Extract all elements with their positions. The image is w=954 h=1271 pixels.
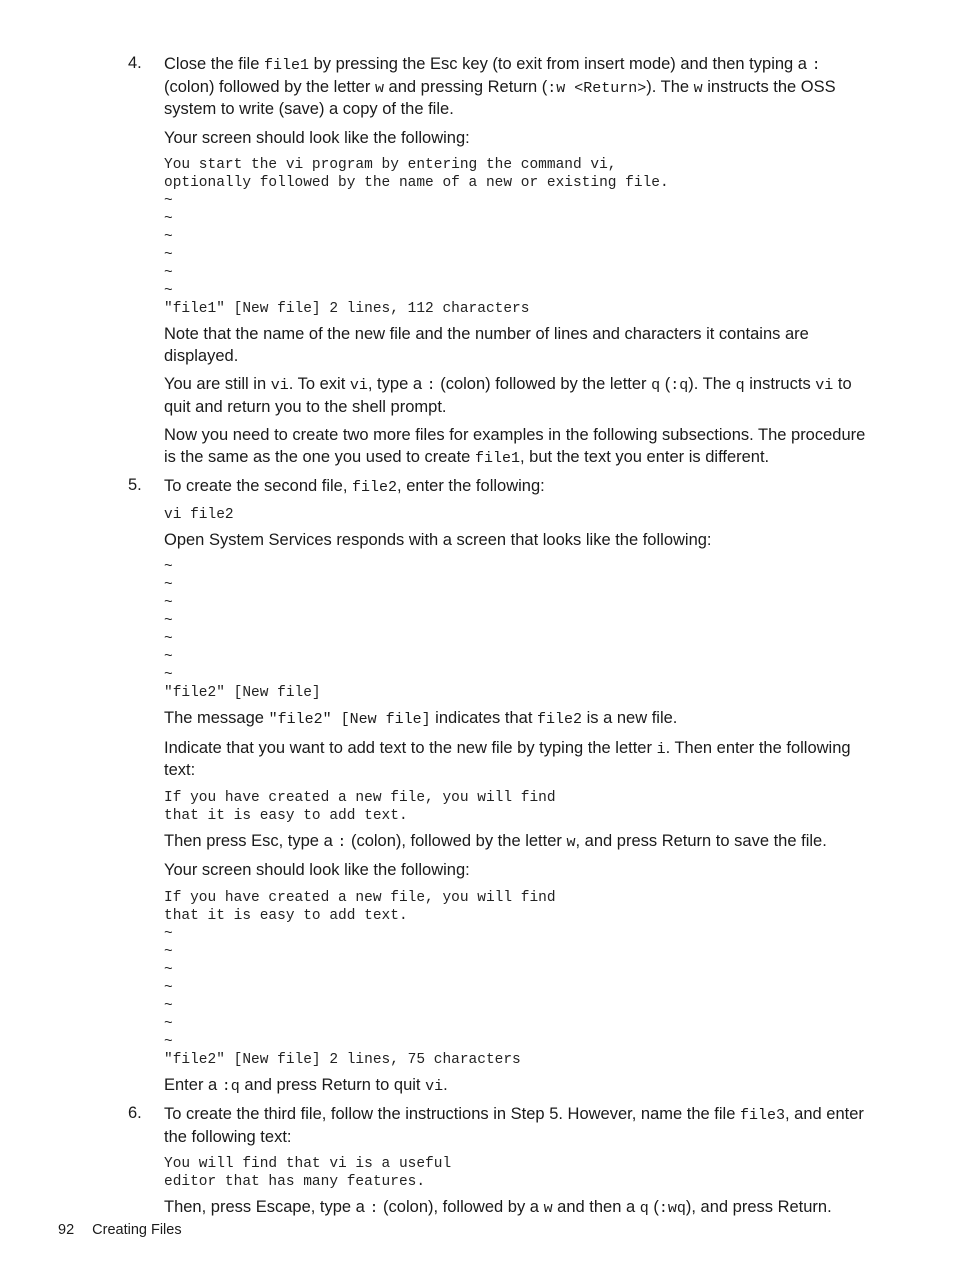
paragraph: Then, press Escape, type a : (colon), followed by a w and then a q (:wq), and press Return. [164, 1198, 832, 1217]
paragraph: Then press Esc, type a : (colon), followed by the letter w, and press Return to save the file. [164, 831, 827, 851]
paragraph: Close the file file1 by pressing the Esc key (to exit from insert mode) and then typing a : (colon) followed by the letter w and pressing Return (:w <Return>). The w instructs the OSS system to write (save) a copy of the file. [164, 55, 836, 118]
paragraph: Note that the name of the new file and the number of lines and characters it contains are displayed. [164, 325, 809, 365]
paragraph: Your screen should look like the following: [164, 128, 470, 147]
step-number: 4. [128, 54, 142, 72]
text-example: If you have created a new file, you will find that it is easy to add text. [164, 789, 556, 824]
step-6 [128, 1104, 873, 1220]
paragraph: To create the second file, file2, enter the following: [164, 477, 545, 496]
text-example: You will find that vi is a useful editor that has many features. [164, 1156, 452, 1190]
document-body [128, 54, 873, 1227]
paragraph: The message "file2" [New file] indicates that file2 is a new file. [164, 709, 678, 728]
step-number: 5. [128, 476, 142, 494]
paragraph: Now you need to create two more files for examples in the following subsections. The procedure is the same as the one you used to create file1, but the text you enter is different. [164, 426, 866, 467]
screen-output: ~ ~ ~ ~ ~ ~ ~ "file2" [New file] [164, 559, 321, 701]
paragraph: Enter a :q and press Return to quit vi. [164, 1075, 448, 1095]
step-5 [128, 476, 873, 1097]
paragraph: Open System Services responds with a screen that looks like the following: [164, 530, 712, 549]
paragraph: Your screen should look like the following: [164, 861, 470, 879]
section-title: Creating Files [92, 1222, 182, 1238]
screen-output: If you have created a new file, you will find that it is easy to add text. ~ ~ ~ ~ ~ ~ ~ "file2" [New file] 2 lines, 75 characters [164, 889, 556, 1068]
command-example: vi file2 [164, 506, 234, 523]
page-footer [58, 1222, 182, 1238]
screen-output: You start the vi program by entering the command vi, optionally followed by the name of a new or existing file. ~ ~ ~ ~ ~ ~ "file1" [New file] 2 lines, 112 characters [164, 157, 669, 317]
paragraph: Indicate that you want to add text to the new file by typing the letter i. Then enter the following text: [164, 738, 851, 779]
step-number: 6. [128, 1104, 142, 1122]
page-number: 92 [58, 1222, 75, 1238]
paragraph: To create the third file, follow the instructions in Step 5. However, name the file file3, and enter the following text: [164, 1105, 864, 1146]
step-4 [128, 54, 873, 469]
paragraph: You are still in vi. To exit vi, type a : (colon) followed by the letter q (:q). The q instructs vi to quit and return you to the shell prompt. [164, 375, 852, 416]
